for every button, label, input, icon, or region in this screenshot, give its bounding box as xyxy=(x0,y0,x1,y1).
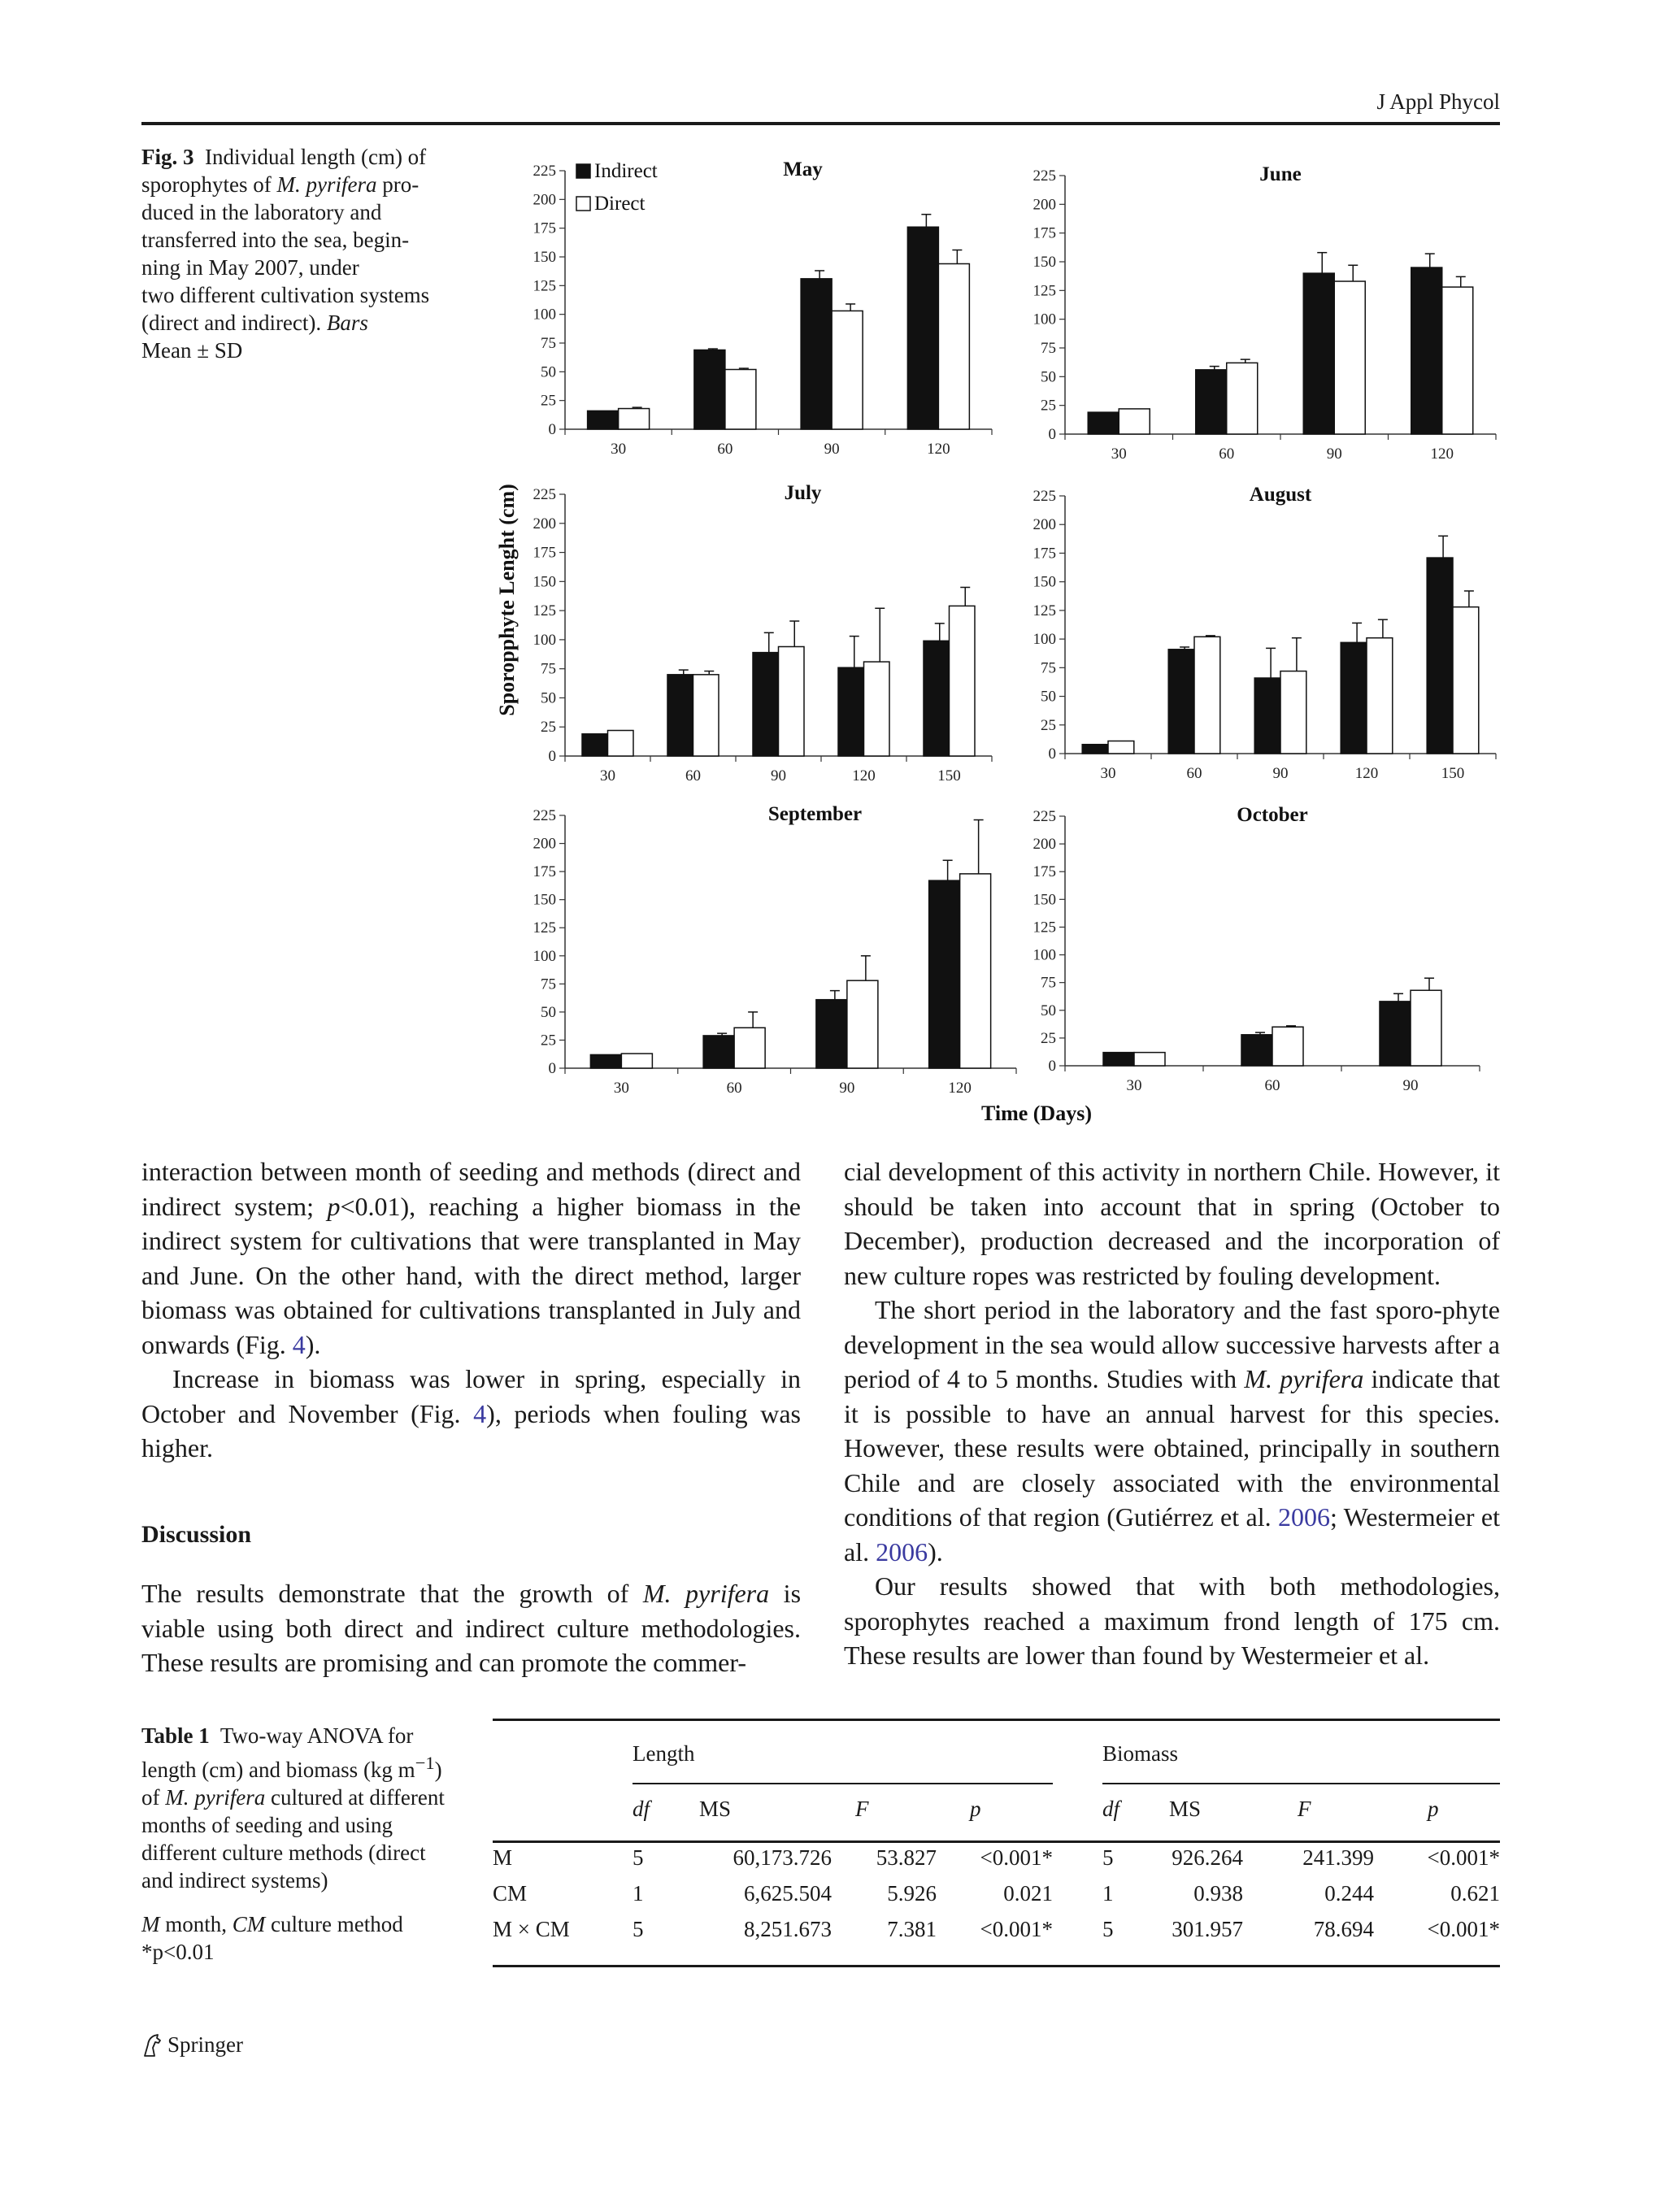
table-cell: <0.001* xyxy=(1427,1917,1500,1941)
bar-direct xyxy=(725,370,756,429)
y-tick-label: 0 xyxy=(548,1060,556,1077)
table-bottom-rule xyxy=(493,1965,1500,1967)
x-tick-label: 90 xyxy=(1402,1077,1419,1094)
y-tick-label: 75 xyxy=(541,976,556,993)
bar-direct xyxy=(693,675,719,756)
bar-indirect xyxy=(1103,1053,1134,1066)
y-tick-label: 25 xyxy=(541,1032,556,1050)
bar-direct xyxy=(1334,281,1365,434)
species-name: M. pyrifera xyxy=(165,1785,266,1810)
bar-direct xyxy=(950,606,976,756)
abbr: CM xyxy=(232,1912,266,1936)
table-cell: 78.694 xyxy=(1313,1917,1374,1941)
body-left-column xyxy=(141,1154,801,1680)
chart-title: July xyxy=(784,482,822,504)
figure-caption-text: ning in May 2007, under xyxy=(141,255,359,280)
y-tick-label: 100 xyxy=(1032,631,1056,649)
bar-direct xyxy=(608,731,634,756)
bar-charts-figure xyxy=(463,145,1520,1136)
bar-indirect xyxy=(907,227,938,429)
chart-title: May xyxy=(783,159,823,180)
figure-caption-text: (direct and indirect). xyxy=(141,311,327,335)
header-rule xyxy=(141,122,1500,125)
bar-indirect xyxy=(590,1054,621,1068)
figure-caption-text: two different cultivation systems xyxy=(141,283,430,307)
text: ). xyxy=(928,1536,943,1567)
paragraph xyxy=(141,1154,801,1362)
x-tick-label: 30 xyxy=(1126,1077,1142,1094)
text: ), periods when fouling was higher. xyxy=(141,1398,802,1462)
figure-caption-text: duced in the laboratory and xyxy=(141,200,382,224)
y-tick-label: 150 xyxy=(533,891,556,909)
x-tick-label: 60 xyxy=(1219,445,1235,463)
y-tick-label: 125 xyxy=(533,277,556,295)
table-column-headers xyxy=(493,1797,1500,1832)
bar-direct xyxy=(621,1054,652,1068)
table-cell: 5 xyxy=(1102,1917,1114,1941)
y-tick-label: 200 xyxy=(1032,516,1056,534)
table-cell: 5.926 xyxy=(887,1881,937,1906)
y-tick-label: 100 xyxy=(533,631,556,649)
bar-direct xyxy=(1367,638,1393,754)
table-cell: 241.399 xyxy=(1302,1845,1374,1870)
y-tick-label: 175 xyxy=(533,863,556,881)
table-cell: 301.957 xyxy=(1172,1917,1243,1941)
paragraph xyxy=(141,1576,801,1680)
bar-indirect xyxy=(816,1000,847,1068)
paragraph xyxy=(844,1293,1500,1569)
table-cell: 5 xyxy=(1102,1845,1114,1870)
y-tick-label: 150 xyxy=(533,249,556,266)
bar-indirect xyxy=(1254,678,1280,754)
x-tick-label: 60 xyxy=(1186,765,1202,782)
y-tick-label: 25 xyxy=(1041,1029,1056,1047)
y-tick-label: 100 xyxy=(1032,311,1056,328)
figure-caption-text: sporophytes of xyxy=(141,172,277,197)
col-ms: MS xyxy=(699,1797,732,1821)
bar-indirect xyxy=(588,411,619,429)
species-name: M. pyrifera xyxy=(642,1579,770,1608)
superscript: −1 xyxy=(415,1753,435,1773)
y-tick-label: 0 xyxy=(1048,745,1056,763)
table-row xyxy=(493,1917,1500,1953)
bar-indirect xyxy=(801,279,832,429)
bar-indirect xyxy=(667,675,693,756)
chart-panel-august xyxy=(1033,484,1497,782)
y-tick-label: 150 xyxy=(1032,891,1056,909)
y-tick-label: 175 xyxy=(533,219,556,237)
y-tick-label: 25 xyxy=(1041,716,1056,734)
legend-swatch-direct xyxy=(576,197,590,211)
figure-caption-label: Fig. 3 xyxy=(141,145,194,169)
bar-direct xyxy=(734,1028,765,1068)
table-header-rule xyxy=(493,1840,1500,1843)
bar-indirect xyxy=(694,350,725,429)
y-tick-label: 50 xyxy=(1041,688,1056,706)
chart-panel-september xyxy=(533,803,1017,1097)
x-tick-label: 60 xyxy=(1264,1077,1280,1094)
x-tick-label: 90 xyxy=(824,441,840,458)
bar-indirect xyxy=(1241,1035,1272,1066)
table-group-length: Length xyxy=(633,1741,695,1766)
y-tick-label: 100 xyxy=(533,947,556,965)
y-tick-label: 125 xyxy=(533,919,556,937)
y-tick-label: 50 xyxy=(541,363,556,381)
table-cell: 7.381 xyxy=(887,1917,937,1941)
bar-direct xyxy=(779,646,805,756)
y-tick-label: 125 xyxy=(1032,602,1056,619)
y-axis-label: Sporopphyte Lenght (cm) xyxy=(495,484,519,716)
y-tick-label: 175 xyxy=(1032,545,1056,563)
x-tick-label: 60 xyxy=(717,441,733,458)
table-cell: 926.264 xyxy=(1172,1845,1243,1870)
y-tick-label: 225 xyxy=(1032,167,1056,185)
bar-indirect xyxy=(1082,745,1108,754)
x-tick-label: 120 xyxy=(1354,765,1379,782)
x-tick-label: 30 xyxy=(1111,445,1127,463)
x-tick-label: 120 xyxy=(927,441,950,458)
bar-indirect xyxy=(1411,267,1442,434)
table-top-rule xyxy=(493,1719,1500,1721)
y-tick-label: 25 xyxy=(1041,397,1056,415)
bar-direct xyxy=(1272,1027,1303,1066)
table-cell: 60,173.726 xyxy=(733,1845,832,1870)
y-tick-label: 0 xyxy=(1048,1058,1056,1075)
table-cell: 0.938 xyxy=(1193,1881,1243,1906)
text: interaction between month of seeding and methods (direct and indirect system; xyxy=(141,1157,801,1221)
y-tick-label: 200 xyxy=(1032,836,1056,854)
bar-direct xyxy=(1108,741,1134,754)
x-tick-label: 30 xyxy=(600,767,615,784)
col-p: p xyxy=(970,1797,981,1821)
bar-direct xyxy=(832,311,863,429)
x-tick-label: 30 xyxy=(613,1080,629,1097)
chart-panel-may xyxy=(533,159,993,458)
text: cultured at different months of seeding and using different culture methods (direct and indirect systems) xyxy=(141,1785,445,1893)
y-tick-label: 25 xyxy=(541,392,556,410)
bar-indirect xyxy=(929,880,960,1068)
chart-panel-june xyxy=(1033,163,1497,463)
bar-indirect xyxy=(582,734,608,756)
x-tick-label: 120 xyxy=(948,1080,972,1097)
text: month, xyxy=(159,1912,233,1936)
bar-direct xyxy=(960,874,991,1068)
x-tick-label: 90 xyxy=(1326,445,1342,463)
y-tick-label: 150 xyxy=(1032,254,1056,271)
bar-direct xyxy=(1134,1053,1165,1066)
col-ms: MS xyxy=(1169,1797,1202,1821)
bar-direct xyxy=(1453,607,1479,754)
table-row xyxy=(493,1881,1500,1917)
text: ). xyxy=(305,1329,321,1359)
chart-title: August xyxy=(1249,484,1312,506)
y-tick-label: 175 xyxy=(1032,224,1056,242)
text: culture method xyxy=(265,1912,403,1936)
bar-indirect xyxy=(703,1036,734,1068)
chart-title: June xyxy=(1259,163,1302,185)
text: ; Westermeier et al. xyxy=(844,1502,1501,1567)
x-tick-label: 120 xyxy=(852,767,876,784)
x-tick-label: 60 xyxy=(726,1080,742,1097)
y-tick-label: 0 xyxy=(548,421,556,438)
bar-indirect xyxy=(1427,558,1453,754)
table-cell: 6,625.504 xyxy=(744,1881,832,1906)
y-tick-label: 0 xyxy=(1048,426,1056,443)
bar-indirect xyxy=(753,653,779,756)
x-tick-label: 90 xyxy=(839,1080,855,1097)
y-tick-label: 75 xyxy=(541,335,556,352)
legend-label: Indirect xyxy=(594,160,658,182)
text: is viable using both direct and indirect culture methodologies. These results are promising and can promote the commer- xyxy=(141,1579,802,1677)
citation-link[interactable]: 2006 xyxy=(876,1536,928,1567)
table-caption xyxy=(141,1722,459,1966)
x-tick-label: 150 xyxy=(937,767,961,784)
table-cell: 0.244 xyxy=(1324,1881,1374,1906)
chart-title: September xyxy=(767,803,863,825)
table-cell: <0.001* xyxy=(1427,1845,1500,1870)
text: Two-way ANOVA for length (cm) and biomass (kg m xyxy=(141,1723,415,1782)
text: The short period in the laboratory and the fast sporo-phyte development in the sea would allow successive harvests after a period of 4 to 5 months. Studies with xyxy=(844,1295,1500,1393)
col-p: p xyxy=(1428,1797,1439,1821)
chart-title: October xyxy=(1237,804,1308,826)
y-tick-label: 75 xyxy=(541,660,556,678)
x-tick-label: 30 xyxy=(1100,765,1116,782)
y-tick-label: 25 xyxy=(541,719,556,737)
bar-direct xyxy=(1442,287,1473,434)
y-tick-label: 50 xyxy=(1041,1002,1056,1019)
y-tick-label: 150 xyxy=(1032,573,1056,591)
table-note xyxy=(141,1910,459,1938)
x-axis-label: Time (Days) xyxy=(980,1102,1093,1125)
y-tick-label: 125 xyxy=(1032,919,1056,937)
table-cell: 5 xyxy=(633,1917,644,1941)
table-group-biomass: Biomass xyxy=(1102,1741,1179,1766)
bar-indirect xyxy=(1341,642,1367,754)
y-tick-label: 225 xyxy=(533,163,556,180)
col-f: F xyxy=(855,1797,869,1821)
y-tick-label: 50 xyxy=(541,1003,556,1021)
table-cell: 5 xyxy=(633,1845,644,1870)
y-tick-label: 200 xyxy=(533,515,556,532)
y-tick-label: 200 xyxy=(1032,196,1056,214)
bar-direct xyxy=(864,662,890,756)
table-cell: <0.001* xyxy=(980,1917,1053,1941)
table-cell: <0.001* xyxy=(980,1845,1053,1870)
y-tick-label: 50 xyxy=(541,689,556,707)
table-cell: 8,251.673 xyxy=(744,1917,832,1941)
figure-caption-text: transferred into the sea, begin- xyxy=(141,228,410,252)
figure-link[interactable]: 4 xyxy=(473,1398,487,1428)
x-tick-label: 90 xyxy=(771,767,786,784)
y-tick-label: 125 xyxy=(1032,282,1056,300)
y-tick-label: 75 xyxy=(1041,974,1056,992)
legend-label: Direct xyxy=(594,193,646,215)
y-tick-label: 225 xyxy=(1032,808,1056,825)
chart-panel-july xyxy=(533,482,993,784)
legend-swatch-indirect xyxy=(576,164,590,178)
row-label: M × CM xyxy=(493,1917,570,1941)
table-cell: 0.021 xyxy=(1003,1881,1053,1906)
y-tick-label: 0 xyxy=(548,748,556,765)
x-tick-label: 30 xyxy=(611,441,627,458)
table-cell: 1 xyxy=(633,1881,644,1906)
table-caption-label: Table 1 xyxy=(141,1723,210,1748)
y-tick-label: 150 xyxy=(533,573,556,591)
figure-link[interactable]: 4 xyxy=(292,1329,306,1359)
abbr: M xyxy=(141,1912,160,1936)
figure-caption-bars: Bars xyxy=(326,311,368,335)
bar-direct xyxy=(938,263,969,429)
body-right-column xyxy=(844,1154,1500,1673)
publisher-name: Springer xyxy=(167,2032,243,2057)
col-df: df xyxy=(1102,1797,1120,1821)
y-tick-label: 125 xyxy=(533,602,556,620)
bar-indirect xyxy=(1168,650,1194,754)
chart-panel-october xyxy=(1033,804,1480,1094)
text: Increase in biomass was lower in spring, especially in October and November (Fig. xyxy=(141,1364,801,1428)
bar-indirect xyxy=(1380,1002,1411,1066)
bar-direct xyxy=(1411,990,1441,1066)
x-tick-label: 120 xyxy=(1430,445,1454,463)
col-f: F xyxy=(1298,1797,1311,1821)
bar-indirect xyxy=(838,667,864,756)
bar-direct xyxy=(1194,637,1220,754)
table-cell: 0.621 xyxy=(1450,1881,1500,1906)
bar-indirect xyxy=(1196,370,1227,434)
y-tick-label: 75 xyxy=(1041,340,1056,357)
y-tick-label: 225 xyxy=(533,486,556,503)
springer-horse-icon xyxy=(141,2033,163,2058)
table-cell: 53.827 xyxy=(876,1845,937,1870)
row-label: M xyxy=(493,1845,513,1870)
figure-caption xyxy=(141,143,459,364)
paragraph: Our results showed that with both methodologies, sporophytes reached a maximum frond length of 175 cm. These results are lower than found by Westermeier et al. xyxy=(844,1571,1500,1670)
bar-indirect xyxy=(924,641,950,756)
figure-caption-text: Mean ± SD xyxy=(141,338,243,363)
bar-direct xyxy=(619,409,650,429)
text: <0.01), reaching a higher biomass in the indirect system for cultivations that were transplanted in May and June. On the other hand, with the direct method, larger biomass was obtained for cultivations transplanted in July and onwards (Fig. xyxy=(141,1191,802,1359)
y-tick-label: 100 xyxy=(1032,946,1056,964)
y-tick-label: 200 xyxy=(533,191,556,209)
y-tick-label: 75 xyxy=(1041,659,1056,677)
length-group-rule xyxy=(633,1783,1053,1784)
section-heading-discussion: Discussion xyxy=(141,1520,252,1548)
bar-indirect xyxy=(1088,412,1119,434)
figure-caption-text: Individual length (cm) of xyxy=(205,145,427,169)
p-symbol: p xyxy=(327,1191,341,1221)
y-tick-label: 225 xyxy=(1032,488,1056,505)
table-row xyxy=(493,1845,1500,1881)
paragraph xyxy=(141,1362,801,1466)
journal-running-head: J Appl Phycol xyxy=(1376,89,1500,114)
x-tick-label: 150 xyxy=(1441,765,1465,782)
y-tick-label: 225 xyxy=(533,807,556,824)
table-cell: 1 xyxy=(1102,1881,1114,1906)
bar-direct xyxy=(847,980,878,1068)
biomass-group-rule xyxy=(1102,1783,1500,1784)
paragraph: cial development of this activity in northern Chile. However, it should be taken into account that in spring (October to December), production decreased and the incorporation of new culture ropes was restricted by fouling development. xyxy=(844,1157,1500,1290)
y-tick-label: 200 xyxy=(533,835,556,853)
publisher-footer xyxy=(141,2032,243,2058)
row-label: CM xyxy=(493,1881,528,1906)
bar-direct xyxy=(1119,409,1150,434)
y-tick-label: 175 xyxy=(1032,863,1056,881)
y-tick-label: 175 xyxy=(533,544,556,562)
x-tick-label: 90 xyxy=(1272,765,1289,782)
bar-direct xyxy=(1280,671,1306,754)
y-tick-label: 50 xyxy=(1041,368,1056,386)
species-name: M. pyrifera xyxy=(276,172,377,197)
citation-link[interactable]: 2006 xyxy=(1277,1502,1330,1532)
species-name: M. pyrifera xyxy=(1244,1364,1364,1393)
text: ) of xyxy=(141,1758,442,1810)
col-df: df xyxy=(633,1797,650,1821)
table-note-p: *p<0.01 xyxy=(141,1940,215,1964)
bar-direct xyxy=(1227,363,1258,434)
bar-indirect xyxy=(1303,273,1334,434)
text: indicate that it is possible to have an annual harvest for this species. However, these results were obtained, principally in southern Chile and are closely associated with the environmental conditions of that region (Gutiérrez et al. xyxy=(844,1364,1501,1532)
text: The results demonstrate that the growth of xyxy=(141,1579,643,1608)
y-tick-label: 100 xyxy=(533,306,556,324)
figure-caption-text: pro- xyxy=(376,172,420,197)
x-tick-label: 60 xyxy=(685,767,701,784)
